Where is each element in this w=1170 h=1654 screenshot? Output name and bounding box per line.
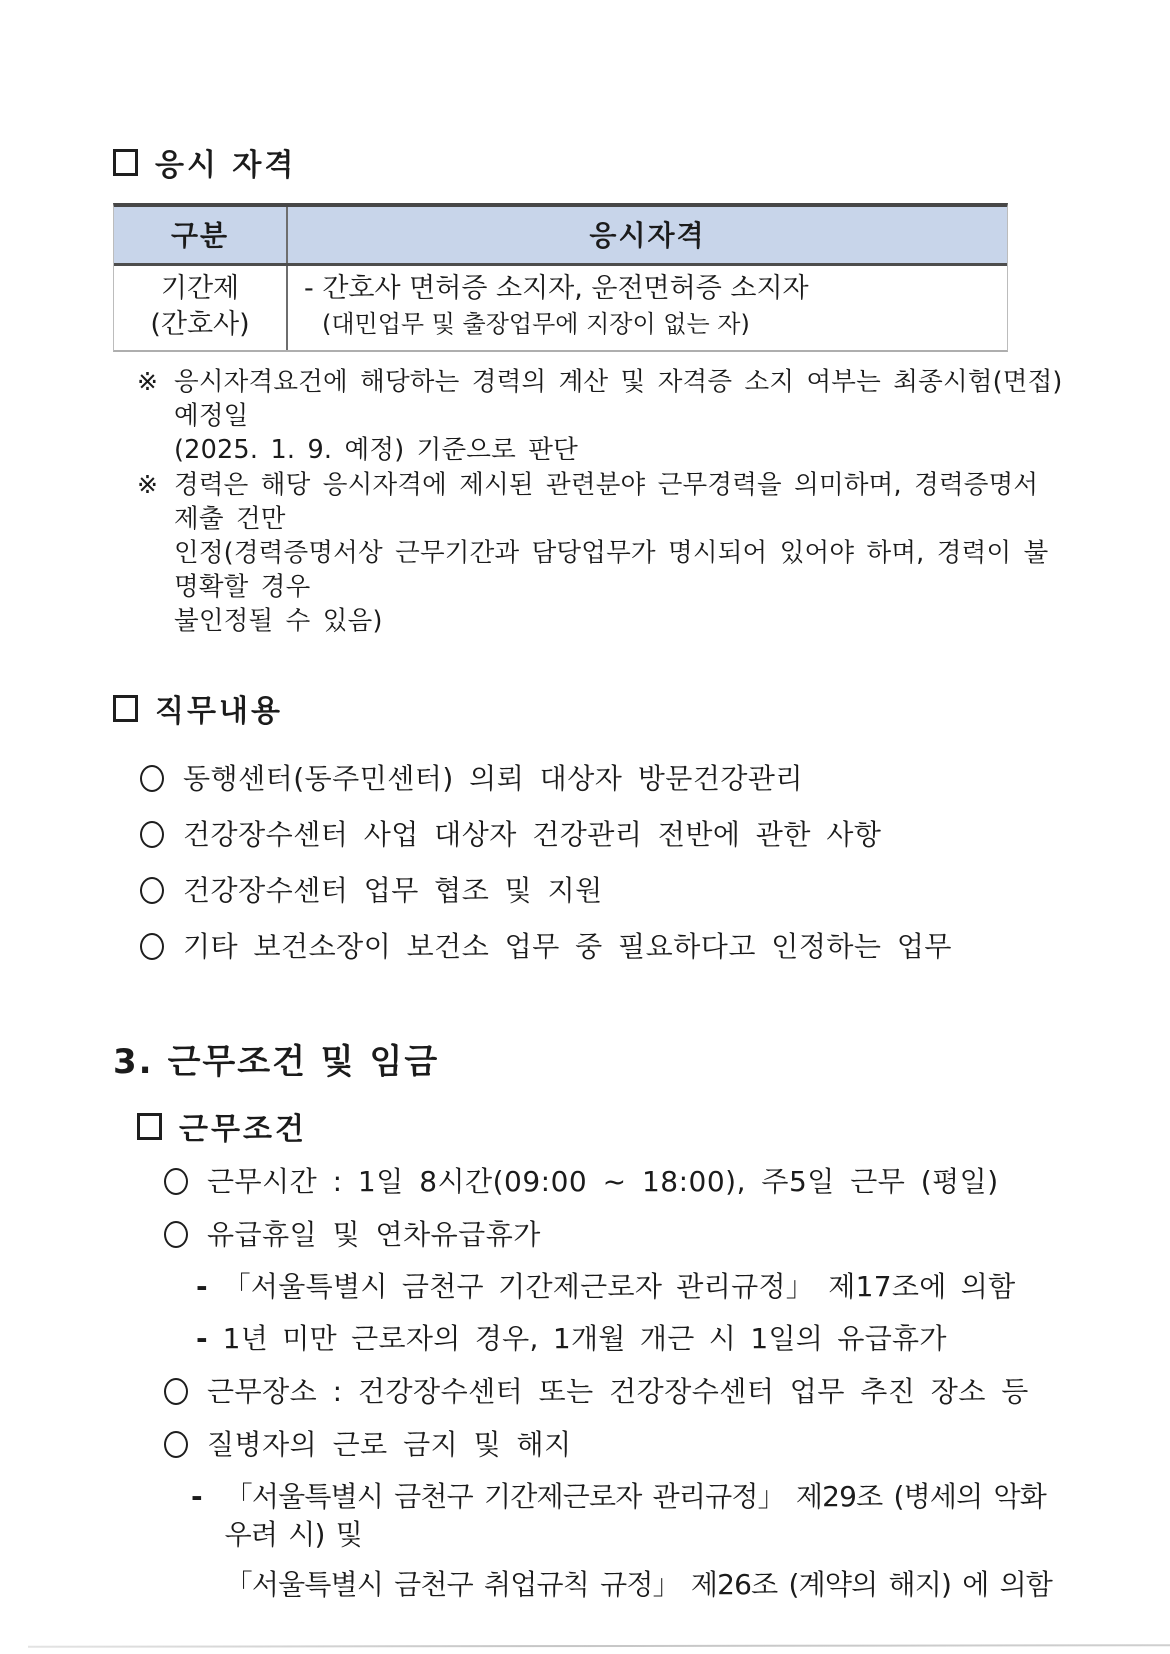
subsection-work-conditions [137, 1104, 1080, 1604]
category-line1: 기간제 [160, 273, 240, 304]
section-eligibility-heading [113, 140, 1080, 184]
conditions-list [164, 1163, 1080, 1604]
subsection-title: 근무조건 [179, 1112, 307, 1147]
paid-leave-text: 유급휴일 및 연차유급휴가 [207, 1218, 541, 1251]
subsection-heading [137, 1104, 1080, 1148]
dash-bullet-icon: - [196, 1322, 208, 1355]
circle-bullet-icon [140, 821, 164, 848]
paid-leave-sub1-text: 「서울특별시 금천구 기간제근로자 관리규정」 제17조에 의함 [222, 1270, 1016, 1303]
section-title: 응시 자격 [155, 148, 297, 183]
list-item [140, 872, 1080, 910]
duties-list [140, 760, 1080, 966]
work-hours-text: 근무시간 : 1일 8시간(09:00 ~ 18:00), 주5일 근무 (평일) [207, 1165, 999, 1198]
list-item [164, 1426, 1080, 1464]
circle-bullet-icon [164, 1168, 188, 1195]
qualification-line1: - 간호사 면허증 소지자, 운전면허증 소지자 [304, 273, 809, 304]
illness-text: 질병자의 근로 금지 및 해지 [207, 1428, 572, 1461]
list-item [164, 1163, 1080, 1201]
section-duties-heading [113, 686, 1080, 730]
list-item [164, 1216, 1080, 1254]
column-header-category: 구분 [114, 207, 288, 263]
cell-qualification [288, 266, 1007, 350]
section-title: 직무내용 [155, 694, 283, 729]
duty-text: 건강장수센터 사업 대상자 건강관리 전반에 관한 사항 [183, 818, 882, 851]
cell-category [114, 266, 288, 350]
circle-bullet-icon [164, 1431, 188, 1458]
circle-bullet-icon [164, 1221, 188, 1248]
eligibility-notes [137, 365, 1067, 638]
table-row [114, 266, 1007, 350]
list-item [140, 816, 1080, 854]
duty-text: 기타 보건소장이 보건소 업무 중 필요하다고 인정하는 업무 [183, 930, 952, 963]
square-bullet-icon [113, 695, 138, 722]
reference-mark-icon: ※ [137, 367, 158, 396]
column-header-qualification: 응시자격 [589, 219, 706, 252]
illness-sub-line1: 「서울특별시 금천구 기간제근로자 관리규정」 제29조 (병세의 악화 우려 시) 및 [224, 1480, 1046, 1551]
list-item [140, 760, 1080, 798]
list-item [140, 928, 1080, 966]
reference-mark-icon: ※ [137, 470, 158, 499]
note2-line2: 인정(경력증명서상 근무기간과 담당업무가 명시되어 있어야 하며, 경력이 불명확할 경우 [174, 538, 1049, 602]
dash-bullet-icon: - [191, 1480, 203, 1513]
scan-artifact-line [28, 1644, 1170, 1648]
duty-text: 동행센터(동주민센터) 의뢰 대상자 방문건강관리 [183, 762, 804, 795]
circle-bullet-icon [164, 1378, 188, 1405]
note2-line1: 경력은 해당 응시자격에 제시된 관련분야 근무경력을 의미하며, 경력증명서 제출 건만 [174, 470, 1039, 534]
eligibility-table [113, 203, 1008, 352]
section-conditions-heading [113, 1034, 1080, 1083]
duty-text: 건강장수센터 업무 협조 및 지원 [183, 874, 603, 907]
note-career [137, 468, 1067, 638]
note1-line2: (2025. 1. 9. 예정) 기준으로 판단 [174, 435, 578, 465]
sub-list-item [196, 1268, 1080, 1306]
work-place-text: 근무장소 : 건강장수센터 또는 건강장수센터 업무 추진 장소 등 [207, 1375, 1029, 1408]
illness-sub-line2: 「서울특별시 금천구 취업규칙 규정」 제26조 (계약의 해지) 에 의함 [224, 1568, 1053, 1601]
table-header-row [114, 207, 1007, 266]
section-number: 3. [113, 1042, 154, 1082]
paid-leave-sub2-text: 1년 미만 근로자의 경우, 1개월 개근 시 1일의 유급휴가 [222, 1322, 947, 1355]
sub-list-item [196, 1320, 1080, 1358]
section-title: 근무조건 및 임금 [167, 1042, 440, 1082]
note1-line1: 응시자격요건에 해당하는 경력의 계산 및 자격증 소지 여부는 최종시험(면접) 예정일 [174, 367, 1063, 431]
square-bullet-icon [113, 149, 138, 176]
square-bullet-icon [137, 1113, 162, 1140]
note-exam-date [137, 365, 1067, 467]
sub-list-item [191, 1478, 1080, 1604]
circle-bullet-icon [140, 877, 164, 904]
note2-line3: 불인정될 수 있음) [174, 606, 383, 636]
list-item [164, 1373, 1080, 1411]
dash-bullet-icon: - [196, 1270, 208, 1303]
circle-bullet-icon [140, 765, 164, 792]
qualification-line2: (대민업무 및 출장업무에 지장이 없는 자) [322, 310, 750, 338]
category-line2: (간호사) [150, 309, 250, 340]
circle-bullet-icon [140, 933, 164, 960]
